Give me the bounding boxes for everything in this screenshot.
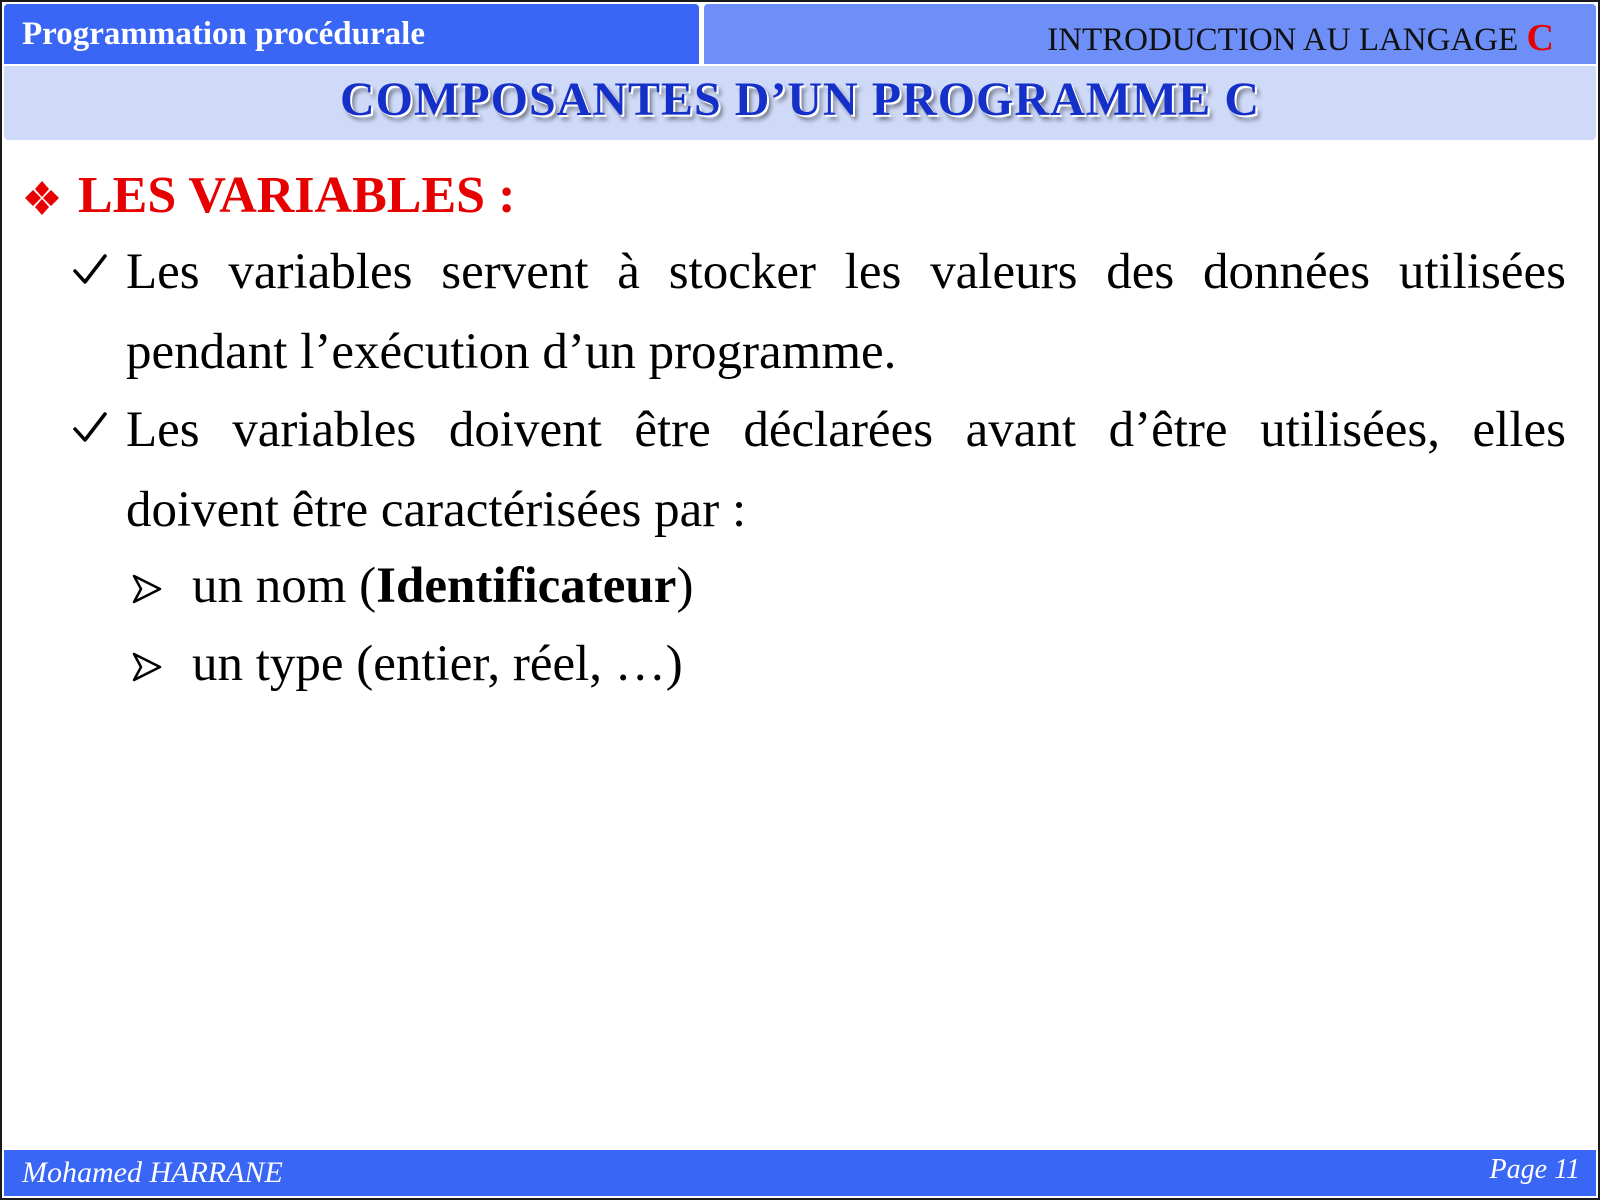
header-right-bar: [704, 4, 1596, 64]
title-band: [4, 66, 1596, 140]
author-name: Mohamed HARRANE: [22, 1156, 283, 1189]
footer-bar: [4, 1150, 1596, 1196]
page-number: Page 11: [1489, 1154, 1580, 1185]
sub-item-suffix: ): [676, 558, 694, 614]
bullet-text-1: Les variables servent à stocker les valeurs des données utilisées pendant l’exécution d’un programme.: [126, 244, 1566, 380]
sub-item-bold: Identificateur: [376, 558, 677, 614]
header-left-bar: [4, 4, 699, 64]
course-title: Programmation procédurale: [22, 16, 425, 52]
checkmark-icon: [72, 410, 108, 446]
chapter-title-letter: C: [1526, 17, 1554, 59]
checkmark-icon: [72, 252, 108, 288]
sub-item-text: un type (entier, réel, …): [192, 636, 683, 692]
chapter-title: [1047, 16, 1554, 60]
four-diamond-icon: [24, 180, 60, 216]
chapter-title-text: INTRODUCTION AU LANGAGE: [1047, 22, 1519, 58]
slide-title: COMPOSANTES D’UN PROGRAMME C: [340, 73, 1260, 126]
section-heading: [24, 166, 515, 225]
arrowhead-right-icon: [132, 652, 162, 682]
sub-item-prefix: un nom (: [192, 558, 377, 614]
bullet-text-2: Les variables doivent être déclarées avant d’être utilisées, elles doivent être caractérisées par :: [126, 402, 1566, 538]
arrowhead-right-icon: [132, 574, 162, 604]
section-title: LES VARIABLES :: [78, 167, 516, 224]
sub-item-name: [132, 557, 693, 615]
sub-item-type: [132, 635, 683, 693]
